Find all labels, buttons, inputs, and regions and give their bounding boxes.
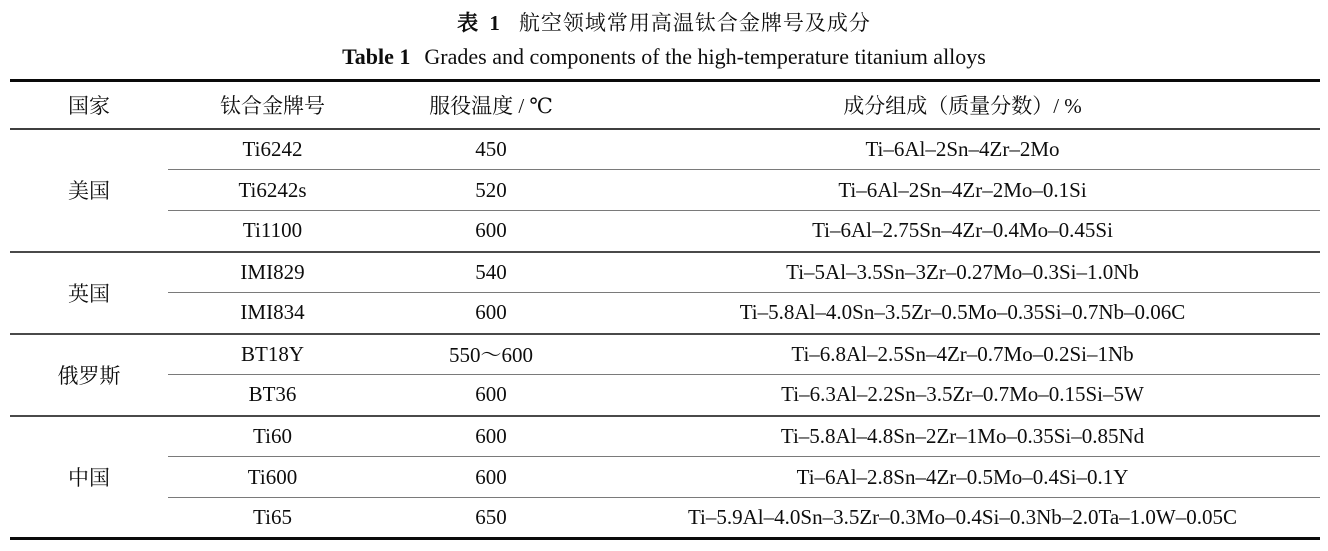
- grade-cell: Ti6242s: [168, 170, 377, 211]
- table-caption-en: [0, 43, 1328, 70]
- temperature-cell: 450: [475, 136, 507, 161]
- table-row: [10, 293, 1320, 334]
- composition-cell: Ti–6.8Al–2.5Sn–4Zr–0.7Mo–0.2Si–1Nb: [605, 334, 1320, 375]
- temperature-cell: 650: [377, 498, 605, 539]
- grade-cell: IMI829: [168, 252, 377, 293]
- table-row: [10, 416, 1320, 457]
- header-country: 国家: [10, 81, 168, 129]
- table-row: [10, 334, 1320, 375]
- header-row: [10, 81, 1320, 129]
- composition-cell: Ti–6Al–2Sn–4Zr–2Mo–0.1Si: [605, 170, 1320, 211]
- table-caption-zh-label: 表 1: [457, 11, 503, 35]
- temperature-cell: 600: [377, 457, 605, 498]
- composition-cell: Ti–6Al–2.75Sn–4Zr–0.4Mo–0.45Si: [605, 211, 1320, 252]
- table-body: [10, 129, 1320, 539]
- grade-cell: Ti600: [168, 457, 377, 498]
- grade-cell: Ti65: [168, 498, 377, 539]
- table-row: [10, 498, 1320, 539]
- country-cell: 英国: [10, 252, 168, 334]
- temperature-cell: 600: [377, 416, 605, 457]
- header-temperature: 服役温度 / ℃: [377, 81, 605, 129]
- table-row: [10, 375, 1320, 416]
- composition-cell: Ti–5.8Al–4.0Sn–3.5Zr–0.5Mo–0.35Si–0.7Nb–0.06C: [605, 293, 1320, 334]
- composition-cell: Ti–6Al–2.8Sn–4Zr–0.5Mo–0.4Si–0.1Y: [605, 457, 1320, 498]
- header-grade: 钛合金牌号: [168, 81, 377, 129]
- temperature-cell: 600: [377, 211, 605, 252]
- temperature-cell: 540: [377, 252, 605, 293]
- grade-cell: Ti60: [168, 416, 377, 457]
- alloys-table: [10, 79, 1320, 540]
- composition-cell: Ti–6Al–2Sn–4Zr–2Mo: [865, 136, 1060, 161]
- table-row: [10, 457, 1320, 498]
- table-caption-en-label: Table 1: [342, 44, 411, 69]
- table-header: [10, 81, 1320, 129]
- composition-cell: Ti–6.3Al–2.2Sn–3.5Zr–0.7Mo–0.15Si–5W: [605, 375, 1320, 416]
- grade-cell: Ti1100: [168, 211, 377, 252]
- country-cell: 俄罗斯: [10, 334, 168, 416]
- header-composition: 成分组成（质量分数）/ %: [605, 81, 1320, 129]
- country-cell: 美国: [68, 179, 110, 203]
- grade-cell: IMI834: [168, 293, 377, 334]
- table-row: [10, 252, 1320, 293]
- grade-cell: Ti6242: [242, 136, 303, 161]
- composition-cell: Ti–5Al–3.5Sn–3Zr–0.27Mo–0.3Si–1.0Nb: [605, 252, 1320, 293]
- table-caption-zh-text: 航空领域常用高温钛合金牌号及成分: [518, 11, 871, 35]
- table-row: [10, 211, 1320, 252]
- table-row: [10, 129, 1320, 170]
- temperature-cell: 600: [377, 293, 605, 334]
- table-row: [10, 170, 1320, 211]
- grade-cell: BT36: [168, 375, 377, 416]
- temperature-cell: 520: [377, 170, 605, 211]
- country-cell: 中国: [10, 416, 168, 539]
- grade-cell: BT18Y: [168, 334, 377, 375]
- table-caption-en-text: Grades and components of the high-temperature titanium alloys: [424, 44, 986, 69]
- temperature-cell: 550～600: [377, 334, 605, 375]
- composition-cell: Ti–5.9Al–4.0Sn–3.5Zr–0.3Mo–0.4Si–0.3Nb–2.0Ta–1.0W–0.05C: [605, 498, 1320, 539]
- temperature-cell: 600: [377, 375, 605, 416]
- composition-cell: Ti–5.8Al–4.8Sn–2Zr–1Mo–0.35Si–0.85Nd: [605, 416, 1320, 457]
- table-caption-zh: [0, 0, 1328, 36]
